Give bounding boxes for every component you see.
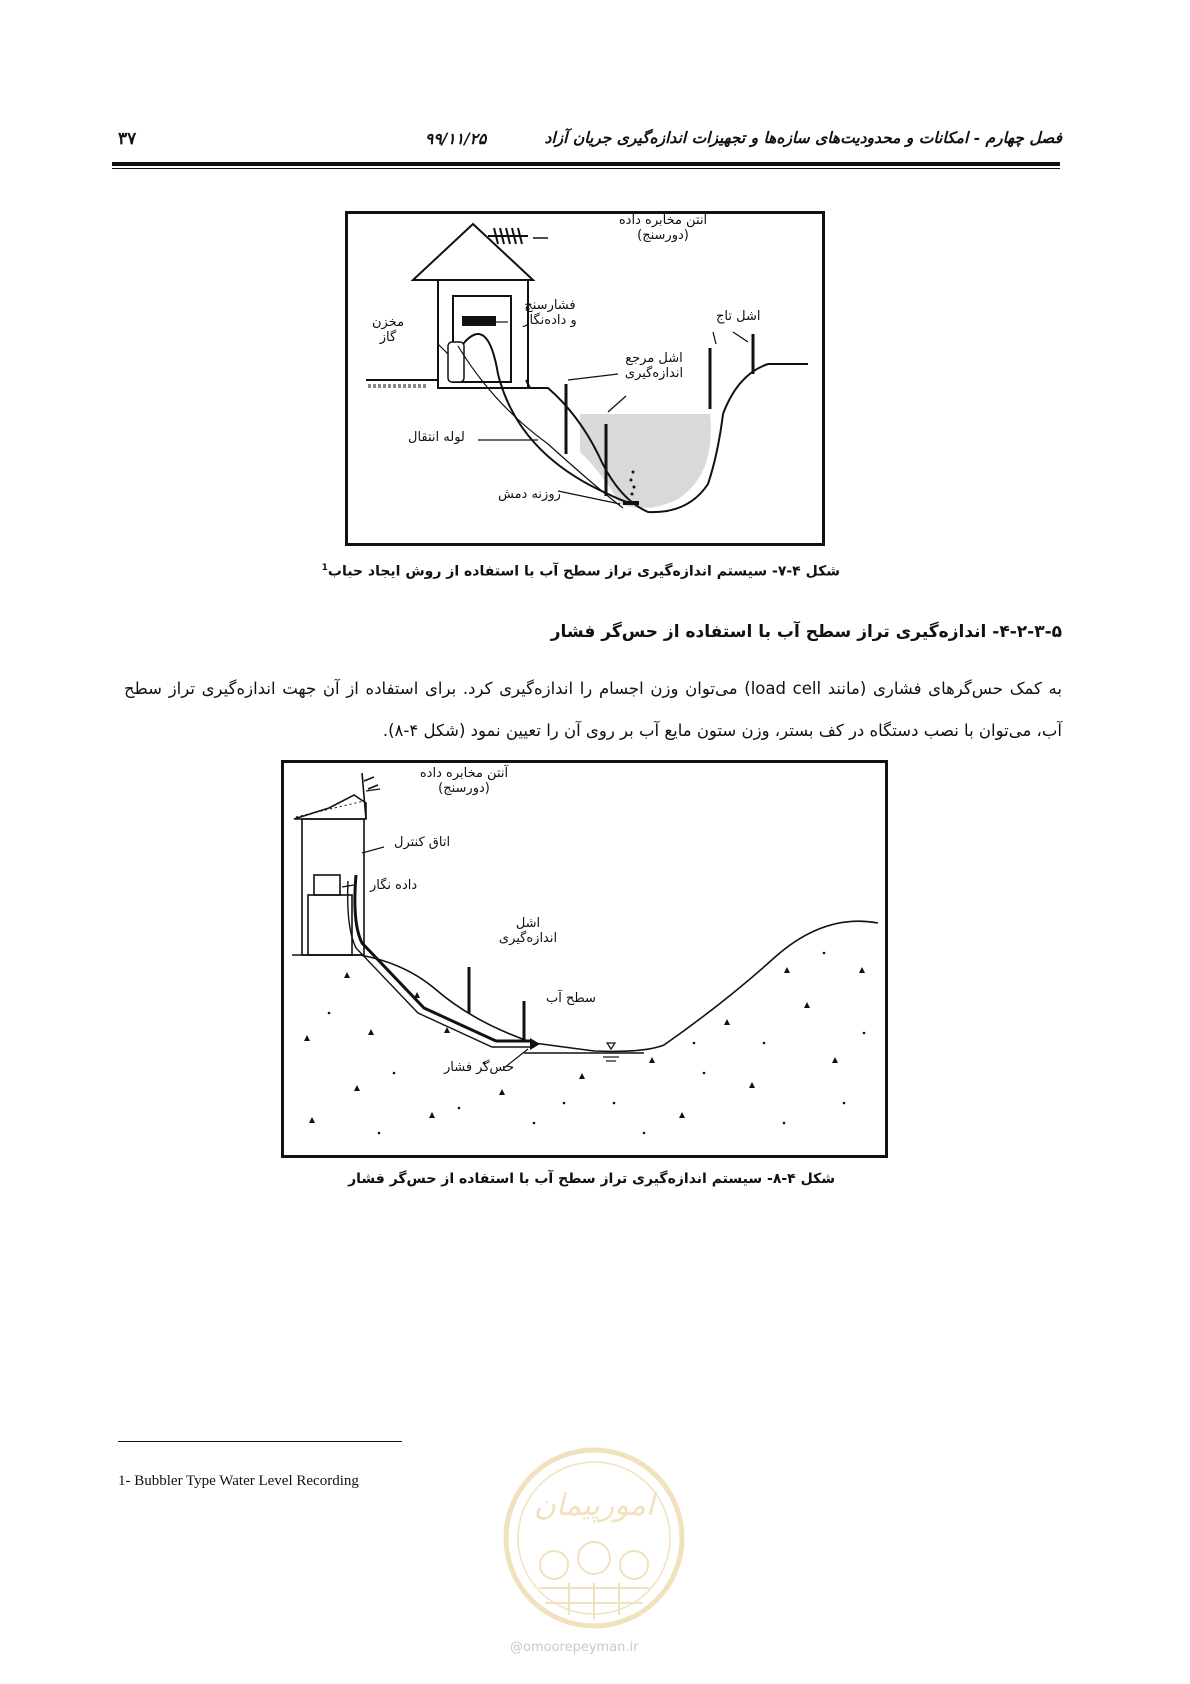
figure-pressure-sensor-system bbox=[281, 760, 888, 1158]
pressure-sensor-diagram bbox=[284, 763, 885, 1155]
fig2-gauge-label: اشل اندازه‌گیری bbox=[498, 916, 558, 946]
fig1-reference-gauge-label: اشل مرجع اندازه‌گیری bbox=[624, 351, 684, 381]
figure2-caption: شکل ۴-۸- سیستم اندازه‌گیری تراز سطح آب با استفاده از حس‌گر فشار bbox=[348, 1171, 835, 1187]
fig1-pipe-label: لوله انتقال bbox=[408, 430, 465, 445]
fig1-pressure-gauge-label: فشارسنج و داده‌نگار bbox=[523, 298, 577, 328]
fig1-antenna-label: آنتن مخابره داده (دورسنج) bbox=[618, 213, 708, 243]
header-rule-thick bbox=[112, 162, 1060, 166]
section-paragraph: به کمک حس‌گرهای فشاری (مانند load cell) می‌توان وزن اجسام را اندازه‌گیری کرد. برای استفاده از آن جهت اندازه‌گیری تراز سطح آب، می‌توان با نصب دستگاه در کف بستر، وزن ستون مایع آب بر روی آن را تعیین نمود (شکل ۴-۸). bbox=[124, 679, 1062, 740]
figure1-caption: شکل ۴-۷- سیستم اندازه‌گیری تراز سطح آب با استفاده از روش ایجاد حباب$^1$ bbox=[321, 563, 840, 580]
fig1-orifice-label: روزنه دمش bbox=[498, 487, 561, 502]
soil-texture bbox=[304, 952, 865, 1135]
fig2-data-logger-label: داده نگار bbox=[370, 878, 418, 893]
gas-cylinder bbox=[448, 342, 464, 382]
sensor-cable bbox=[355, 875, 530, 1041]
figure-bubbler-system bbox=[345, 211, 825, 546]
watermark-logo bbox=[499, 1443, 689, 1633]
bubbler-diagram bbox=[348, 214, 822, 543]
antenna-icon bbox=[488, 228, 528, 244]
fig2-pressure-sensor-label: حس‌گر فشار bbox=[444, 1060, 515, 1075]
bubbler-orifice bbox=[623, 501, 639, 505]
house-roof bbox=[294, 795, 366, 819]
house-roof bbox=[413, 224, 533, 280]
pressure-sensor bbox=[530, 1038, 540, 1050]
ground-profile bbox=[292, 921, 878, 1051]
header-rule-thin bbox=[112, 168, 1060, 169]
watermark-url: @omoorepeyman.ir bbox=[510, 1640, 639, 1655]
fig1-crest-gauge-label: اشل تاج bbox=[716, 309, 761, 324]
fig2-antenna-label: آنتن مخابره داده (دورسنج) bbox=[419, 766, 509, 796]
section-heading: ۴-۲-۳-۵- اندازه‌گیری تراز سطح آب با استفاده از حس‌گر فشار bbox=[550, 622, 1062, 642]
page-number: ۳۷ bbox=[118, 129, 137, 149]
fig1-gas-tank-label: مخزن گاز bbox=[371, 315, 405, 345]
water-body bbox=[580, 414, 711, 508]
data-logger-box bbox=[462, 316, 496, 326]
data-logger-box bbox=[314, 875, 340, 895]
fig2-water-surface-label: سطح آب bbox=[546, 991, 596, 1006]
footnote-mark: 1 bbox=[321, 563, 328, 573]
running-header-title: فصل چهارم - امکانات و محدودیت‌های سازه‌ها و تجهیزات اندازه‌گیری جریان آزاد bbox=[544, 128, 1062, 147]
running-header-date: ۹۹/۱۱/۲۵ bbox=[425, 129, 487, 148]
watermark-logo-text: امورپیمان bbox=[533, 1488, 655, 1523]
fig2-control-room-label: اتاق کنترل bbox=[394, 835, 451, 850]
footnote-rule bbox=[118, 1441, 402, 1442]
footnote-text: 1- Bubbler Type Water Level Recording bbox=[118, 1473, 359, 1489]
